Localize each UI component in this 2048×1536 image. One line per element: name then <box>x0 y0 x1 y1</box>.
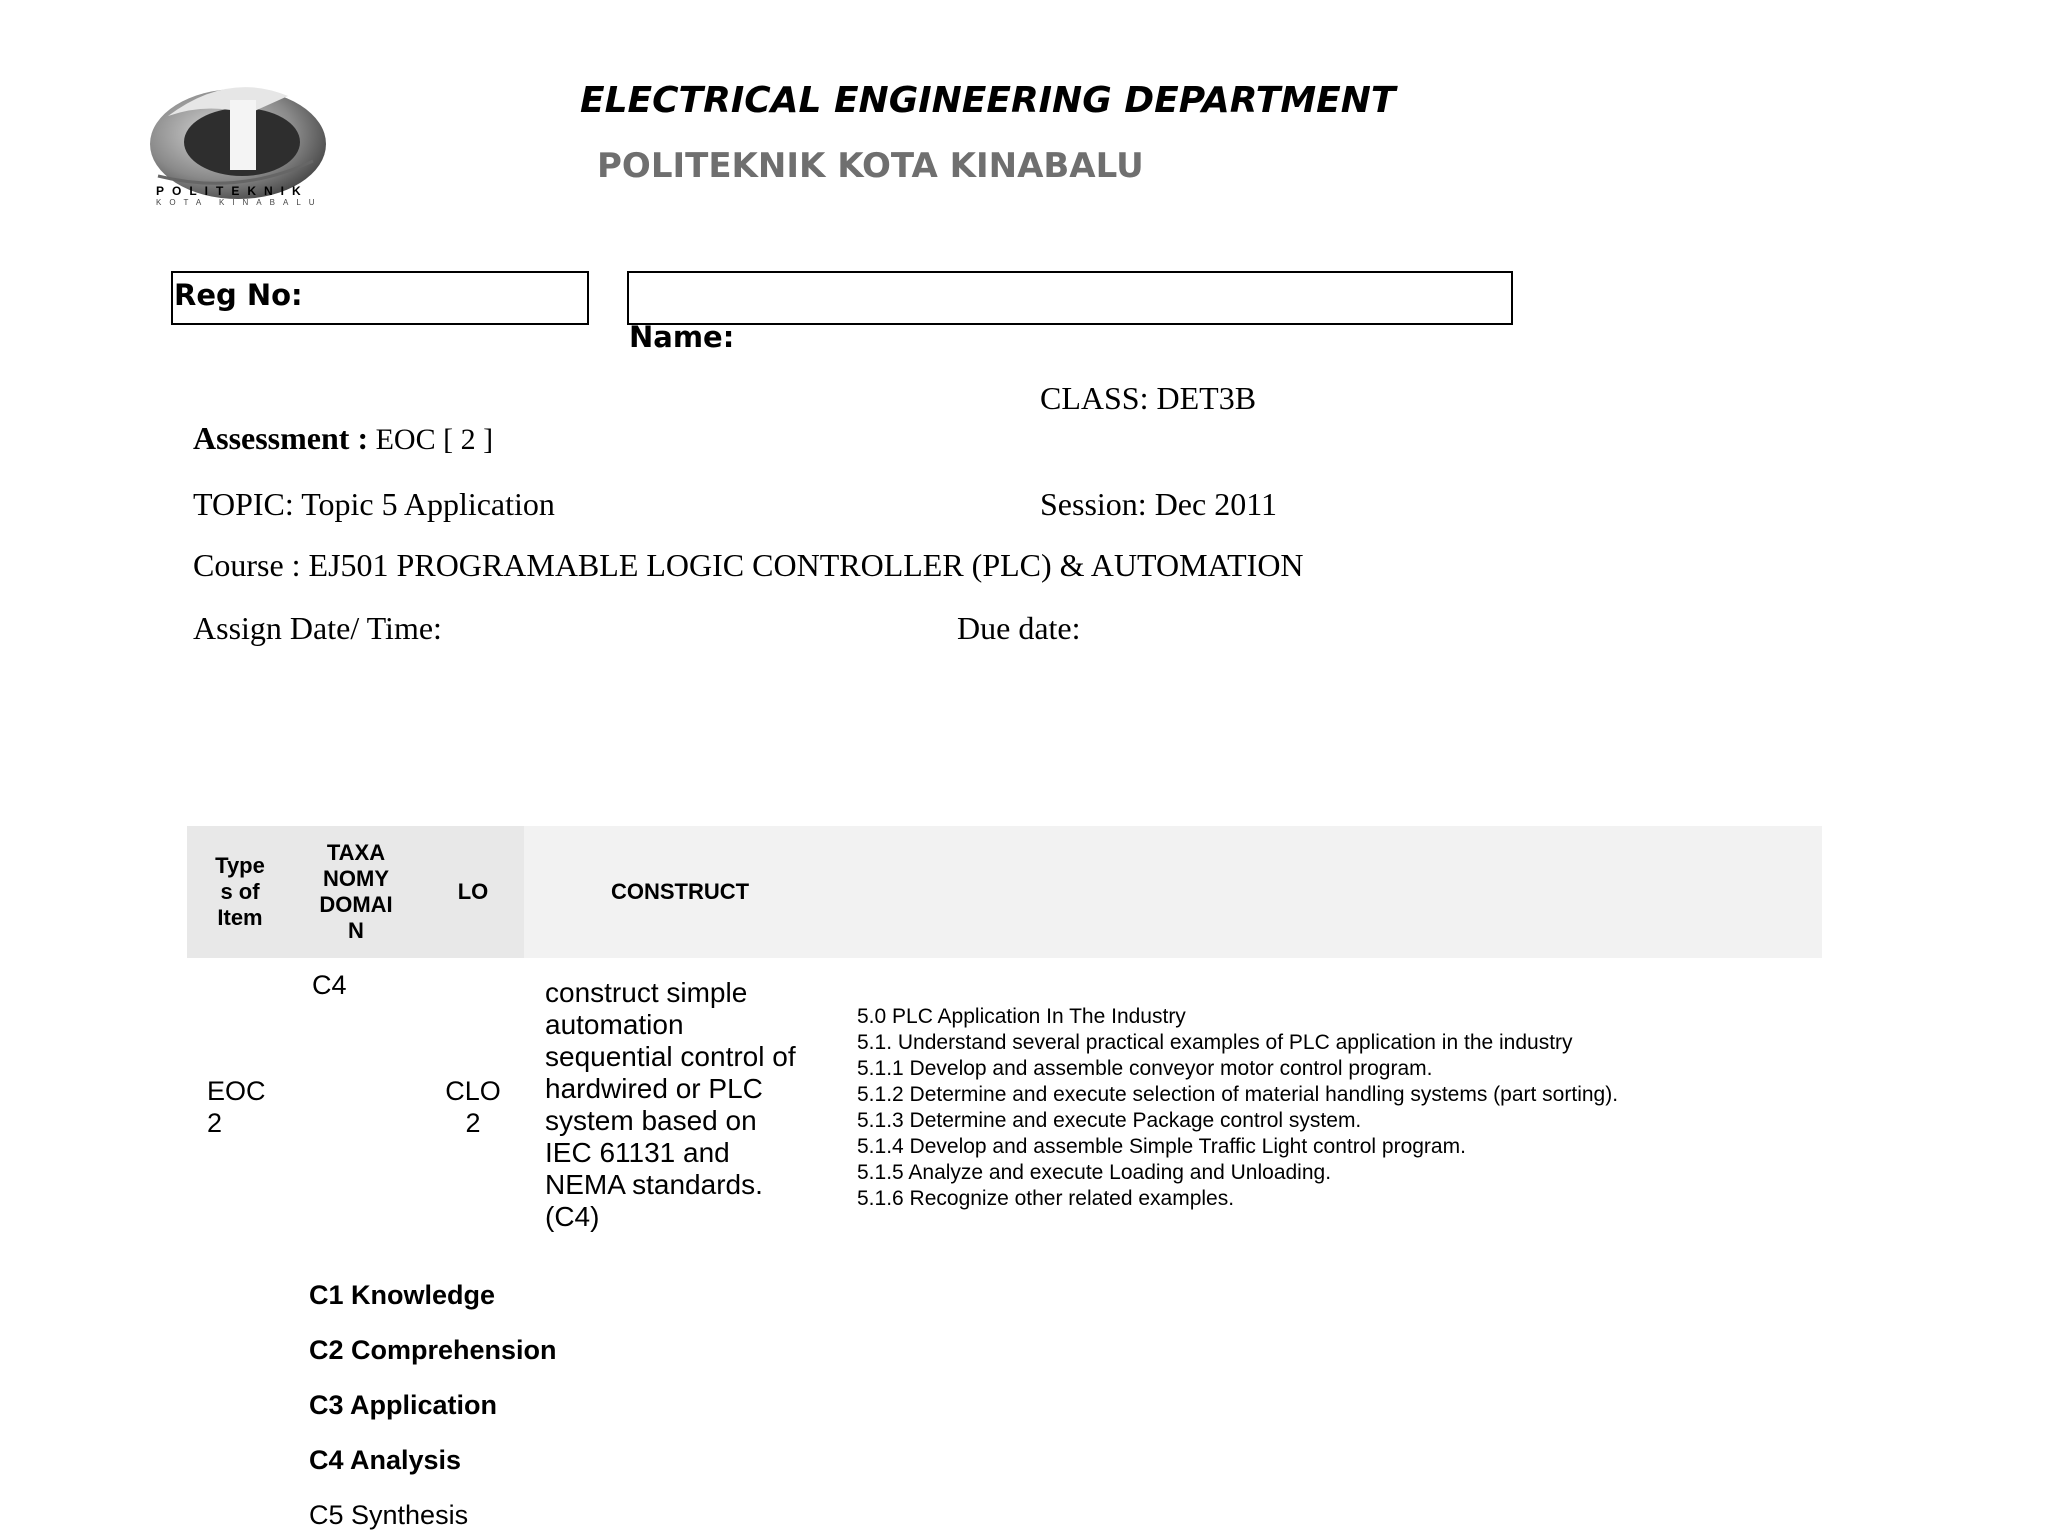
due-date: Due date: <box>957 610 1081 646</box>
legend-c1: C1 Knowledge <box>309 1280 496 1310</box>
outline-item: 5.1.2 Determine and execute selection of material handling systems (part sorting). <box>857 1083 1619 1106</box>
logo-text-line2: KOTA KINABALU <box>156 198 323 207</box>
outline-item: 5.1. Understand several practical examples of PLC application in the industry <box>857 1031 1573 1054</box>
class-info: CLASS: DET3B <box>1040 380 1257 416</box>
topic-outline <box>857 1004 1618 1212</box>
institution-logo <box>138 76 338 226</box>
logo-text-line1: POLITEKNIK <box>156 184 309 198</box>
outline-item: 5.1.1 Develop and assemble conveyor motor control program. <box>857 1057 1433 1080</box>
assign-date: Assign Date/ Time: <box>193 610 442 646</box>
outline-item: 5.1.4 Develop and assemble Simple Traffic Light control program. <box>857 1135 1466 1158</box>
outline-item: 5.1.3 Determine and execute Package control system. <box>857 1109 1362 1132</box>
header-lo: LO <box>457 879 489 904</box>
header-type-of-item: Type s of Item <box>215 853 265 930</box>
header-construct: CONSTRUCT <box>610 879 750 904</box>
legend-c5: C5 Synthesis <box>309 1500 469 1530</box>
row-lo: CLO 2 <box>445 1076 501 1138</box>
row-type-of-item: EOC 2 <box>207 1076 266 1138</box>
institution-name: POLITEKNIK KOTA KINABALU <box>597 146 1144 186</box>
assessment-value: EOC [ 2 ] <box>368 423 494 456</box>
row-construct: construct simple automation sequential control of hardwired or PLC system based on IEC 61131 and NEMA standards. (C4) <box>545 977 796 1232</box>
department-title: ELECTRICAL ENGINEERING DEPARTMENT <box>580 80 1396 121</box>
outline-item: 5.1.5 Analyze and execute Loading and Unloading. <box>857 1161 1332 1184</box>
session-info: Session: Dec 2011 <box>1040 486 1278 522</box>
header-taxonomy-domain: TAXA NOMY DOMAI N <box>319 840 393 943</box>
assessment-label: Assessment : <box>193 420 369 456</box>
course-info: Course : EJ501 PROGRAMABLE LOGIC CONTROLLER (PLC) & AUTOMATION <box>193 547 1304 583</box>
legend-c3: C3 Application <box>309 1390 498 1420</box>
outline-item: 5.0 PLC Application In The Industry <box>857 1005 1186 1028</box>
name-label: Name: <box>629 320 735 354</box>
topic-info: TOPIC: Topic 5 Application <box>193 486 555 522</box>
reg-no-label: Reg No: <box>174 278 303 312</box>
row-taxonomy-domain: C4 <box>312 970 347 1000</box>
legend-c4: C4 Analysis <box>309 1445 462 1475</box>
legend-c2: C2 Comprehension <box>309 1335 557 1365</box>
assessment-info <box>193 420 493 457</box>
outline-item: 5.1.6 Recognize other related examples. <box>857 1187 1235 1210</box>
name-field[interactable] <box>627 271 1513 325</box>
